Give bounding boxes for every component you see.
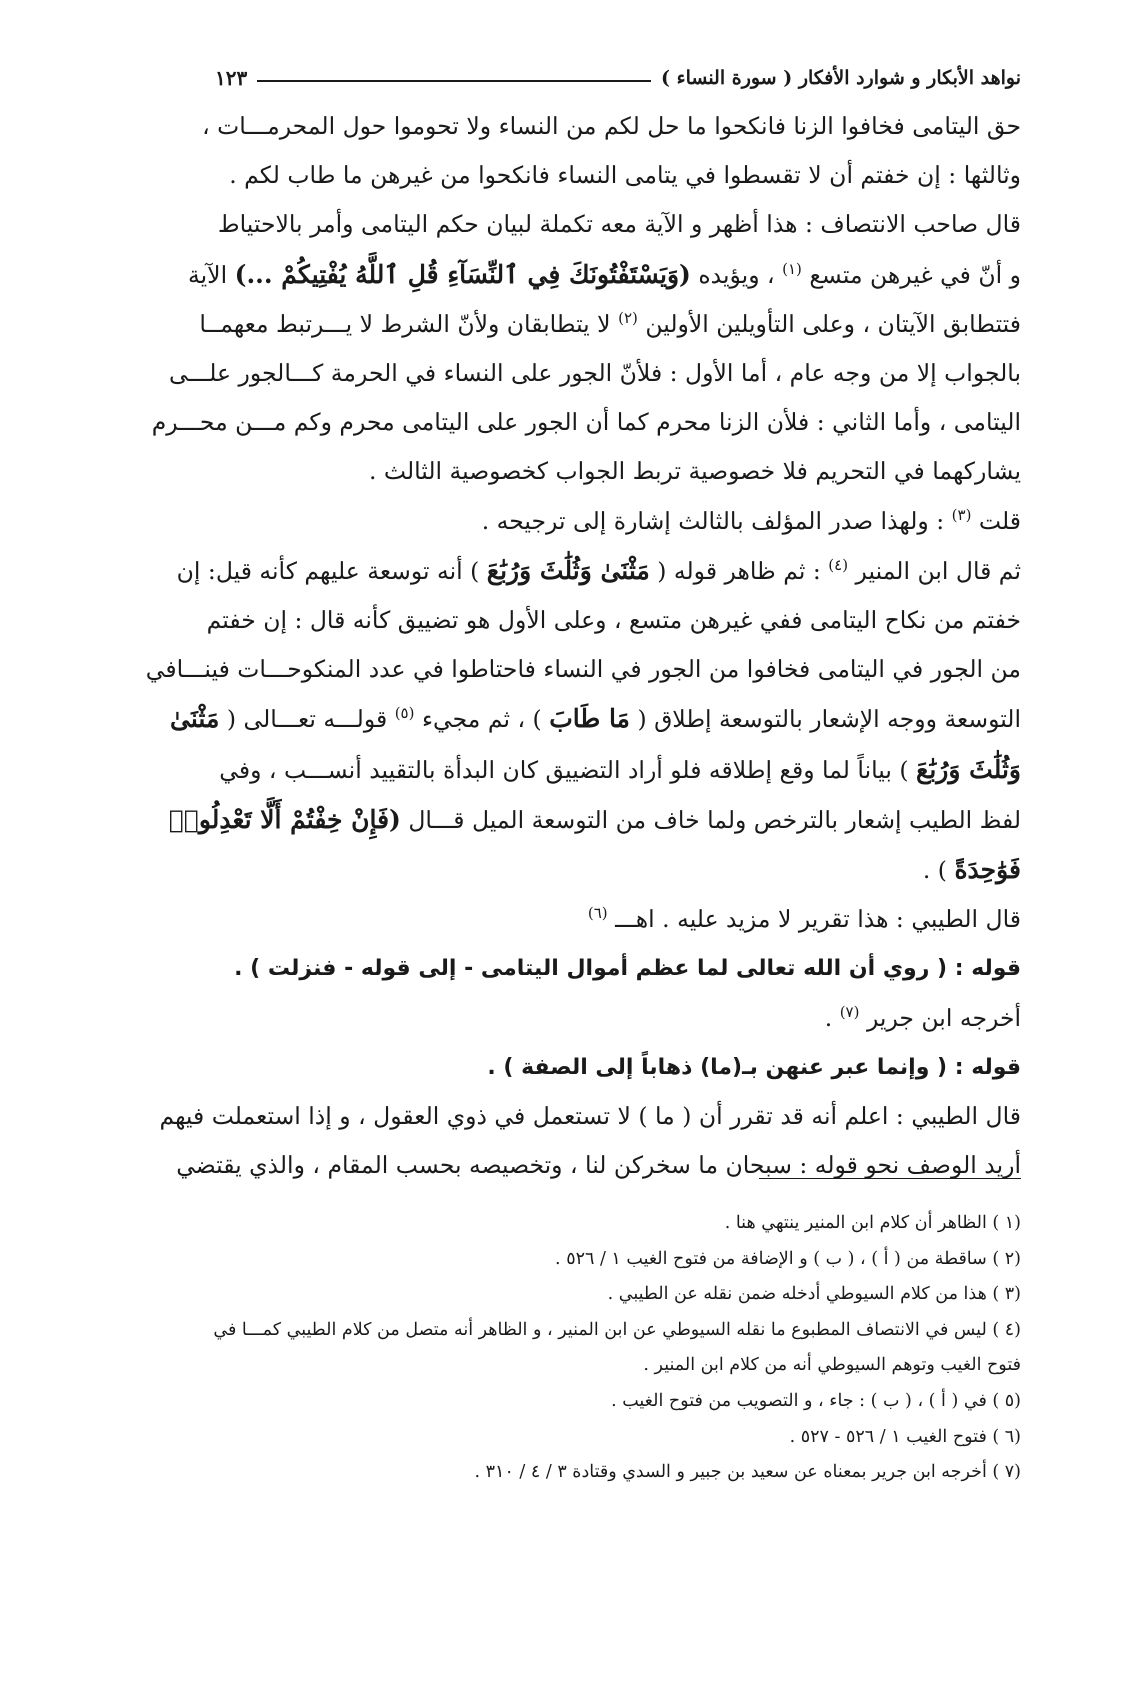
text-line: يشاركهما في التحريم فلا خصوصية تربط الجواب كخصوصية الثالث . bbox=[368, 457, 1021, 486]
text-segment: و أنّ في غيرهن متسع bbox=[809, 260, 1021, 289]
text-segment: فتتطابق الآيتان ، وعلى التأويلين الأولين bbox=[645, 309, 1021, 338]
footnote: (٧ ) أخرجه ابن جرير بمعناه عن سعيد بن جبير و السدي وقتادة ٣ / ٤ / ٣١٠ . bbox=[474, 1462, 1021, 1483]
running-header bbox=[215, 64, 1021, 92]
text-segment: ) بياناً لما وقع إطلاقه فلو أراد التضييق كان البدأة بالتقييد أنســـب ، وفي bbox=[219, 755, 909, 784]
footnotes bbox=[108, 1206, 1021, 1491]
text-segment: قلت bbox=[978, 506, 1021, 535]
text-segment: الآية bbox=[188, 260, 228, 289]
text-segment: : ثم ظاهر قوله ( bbox=[657, 556, 821, 585]
text-line bbox=[108, 745, 1021, 795]
text-segment: ) . bbox=[922, 856, 947, 885]
quran-verse: مَثْنَىٰ وَثُلَٰثَ وَرُبَٰعَ bbox=[486, 555, 650, 585]
main-text bbox=[108, 102, 1021, 1190]
text-line: قال صاحب الانتصاف : هذا أظهر و الآية معه تكملة لبيان حكم اليتامى وأمر بالاحتياط bbox=[217, 210, 1021, 239]
text-line bbox=[108, 694, 1021, 744]
text-segment: : ولهذا صدر المؤلف بالثالث إشارة إلى ترجيحه . bbox=[481, 506, 945, 535]
quran-verse: (فَإِنْ خِفْتُمْ أَلَّا تَعْدِلُوا۟ bbox=[168, 804, 401, 834]
text-line: من الجور في اليتامى فخافوا من الجور في النساء فاحتاطوا في عدد المنكوحـــات فينـــافي bbox=[145, 655, 1021, 684]
text-line: بالجواب إلا من وجه عام ، أما الأول : فلأنّ الجور على النساء في الحرمة كـــالجور علـــى bbox=[169, 359, 1021, 388]
text-line: خفتم من نكاح اليتامى ففي غيرهن متسع ، وعلى الأول هو تضييق كأنه قال : إن خفتم bbox=[206, 606, 1021, 635]
text-segment: التوسعة ووجه الإشعار بالتوسعة إطلاق ( bbox=[637, 705, 1021, 734]
commentary-heading: قوله : ( وإنما عبر عنهن بـ(ما) ذهاباً إلى الصفة ) . bbox=[487, 1054, 1021, 1080]
text-segment: . bbox=[824, 1003, 833, 1032]
text-segment: ) ، ثم مجيء bbox=[421, 705, 542, 734]
footnote: (٢ ) ساقطة من ( أ ) ، ( ب ) و الإضافة من فتوح الغيب ١ / ٥٢٦ . bbox=[555, 1248, 1021, 1269]
text-line: وثالثها : إن خفتم أن لا تقسطوا في يتامى النساء فانكحوا من غيرهن ما طاب لكم . bbox=[229, 161, 1021, 190]
footnote: (٤ ) ليس في الانتصاف المطبوع ما نقله السيوطي عن ابن المنير ، و الظاهر أنه متصل من كلام الطيبي كمـــا في bbox=[213, 1319, 1021, 1340]
text-line bbox=[108, 845, 1021, 895]
footnote-ref: (٣) bbox=[951, 505, 972, 524]
text-segment: ) أنه توسعة عليهم كأنه قيل: إن bbox=[176, 556, 480, 585]
header-rule bbox=[257, 80, 651, 82]
text-segment: أخرجه ابن جرير bbox=[866, 1003, 1021, 1032]
text-line bbox=[108, 546, 1021, 596]
text-segment: قال الطيبي : هذا تقرير لا مزيد عليه . اهـــ bbox=[615, 905, 1021, 934]
text-line bbox=[108, 994, 1021, 1043]
footnote-separator bbox=[759, 1178, 1021, 1179]
footnote: (٣ ) هذا من كلام السيوطي أدخله ضمن نقله عن الطيبي . bbox=[607, 1284, 1021, 1305]
footnote-ref: (٦) bbox=[587, 904, 608, 923]
page-number: ١٢٣ bbox=[215, 66, 248, 90]
text-line bbox=[108, 895, 1021, 944]
footnote-ref: (٧) bbox=[839, 1002, 860, 1021]
commentary-heading: قوله : ( روي أن الله تعالى لما عظم أموال اليتامى - إلى قوله - فنزلت ) . bbox=[234, 956, 1021, 982]
text-line: حق اليتامى فخافوا الزنا فانكحوا ما حل لكم من النساء ولا تحوموا حول المحرمـــات ، bbox=[202, 112, 1021, 140]
text-line: اليتامى ، وأما الثاني : فلأن الزنا محرم كما أن الجور على اليتامى محرم وكم مـــن محـــرم bbox=[151, 408, 1021, 437]
text-line bbox=[108, 300, 1021, 349]
footnote: فتوح الغيب وتوهم السيوطي أنه من كلام ابن المنير . bbox=[643, 1355, 1021, 1376]
quran-verse: مَثْنَىٰ bbox=[170, 704, 220, 734]
text-segment: قولـــه تعـــالى ( bbox=[226, 705, 388, 734]
footnote: (٦ ) فتوح الغيب ١ / ٥٢٦ - ٥٢٧ . bbox=[789, 1426, 1021, 1447]
quran-verse: مَا طَابَ bbox=[549, 704, 630, 734]
text-segment: لا يتطابقان ولأنّ الشرط لا يـــرتبط معهمــا bbox=[199, 309, 611, 338]
text-line: قال الطيبي : اعلم أنه قد تقرر أن ( ما ) لا تستعمل في ذوي العقول ، و إذا استعملت فيهم bbox=[159, 1102, 1021, 1131]
footnote-ref: (٤) bbox=[828, 555, 849, 574]
text-line bbox=[108, 250, 1021, 300]
quran-verse: وَثُلَٰثَ وَرُبَٰعَ bbox=[916, 754, 1021, 784]
footnote-ref: (٥) bbox=[394, 704, 415, 723]
footnote: (١ ) الظاهر أن كلام ابن المنير ينتهي هنا . bbox=[724, 1213, 1021, 1233]
text-segment: ثم قال ابن المنير bbox=[855, 556, 1021, 585]
quran-verse: فَوَٰحِدَةً bbox=[954, 855, 1021, 885]
text-line bbox=[108, 795, 1021, 845]
footnote-ref: (٢) bbox=[618, 308, 638, 327]
quran-verse: (وَيَسْتَفْتُونَكَ فِي ٱلنِّسَآءِ قُلِ ٱللَّهُ يُفْتِيكُمْ ...) bbox=[234, 259, 691, 289]
text-segment: لفظ الطيب إشعار بالترخص ولما خاف من التوسعة الميل قـــال bbox=[408, 805, 1021, 834]
text-line: أريد الوصف نحو قوله : سبحان ما سخركن لنا ، وتخصيصه بحسب المقام ، والذي يقتضي bbox=[176, 1151, 1021, 1180]
running-header-title: نواهد الأبكار و شوارد الأفكار ( سورة النساء ) bbox=[661, 67, 1021, 89]
text-segment: ، ويؤيده bbox=[698, 260, 775, 289]
footnote-ref: (١) bbox=[782, 259, 802, 278]
footnote: (٥ ) في ( أ ) ، ( ب ) : جاء ، و التصويب من فتوح الغيب . bbox=[611, 1390, 1021, 1411]
text-line bbox=[108, 497, 1021, 546]
